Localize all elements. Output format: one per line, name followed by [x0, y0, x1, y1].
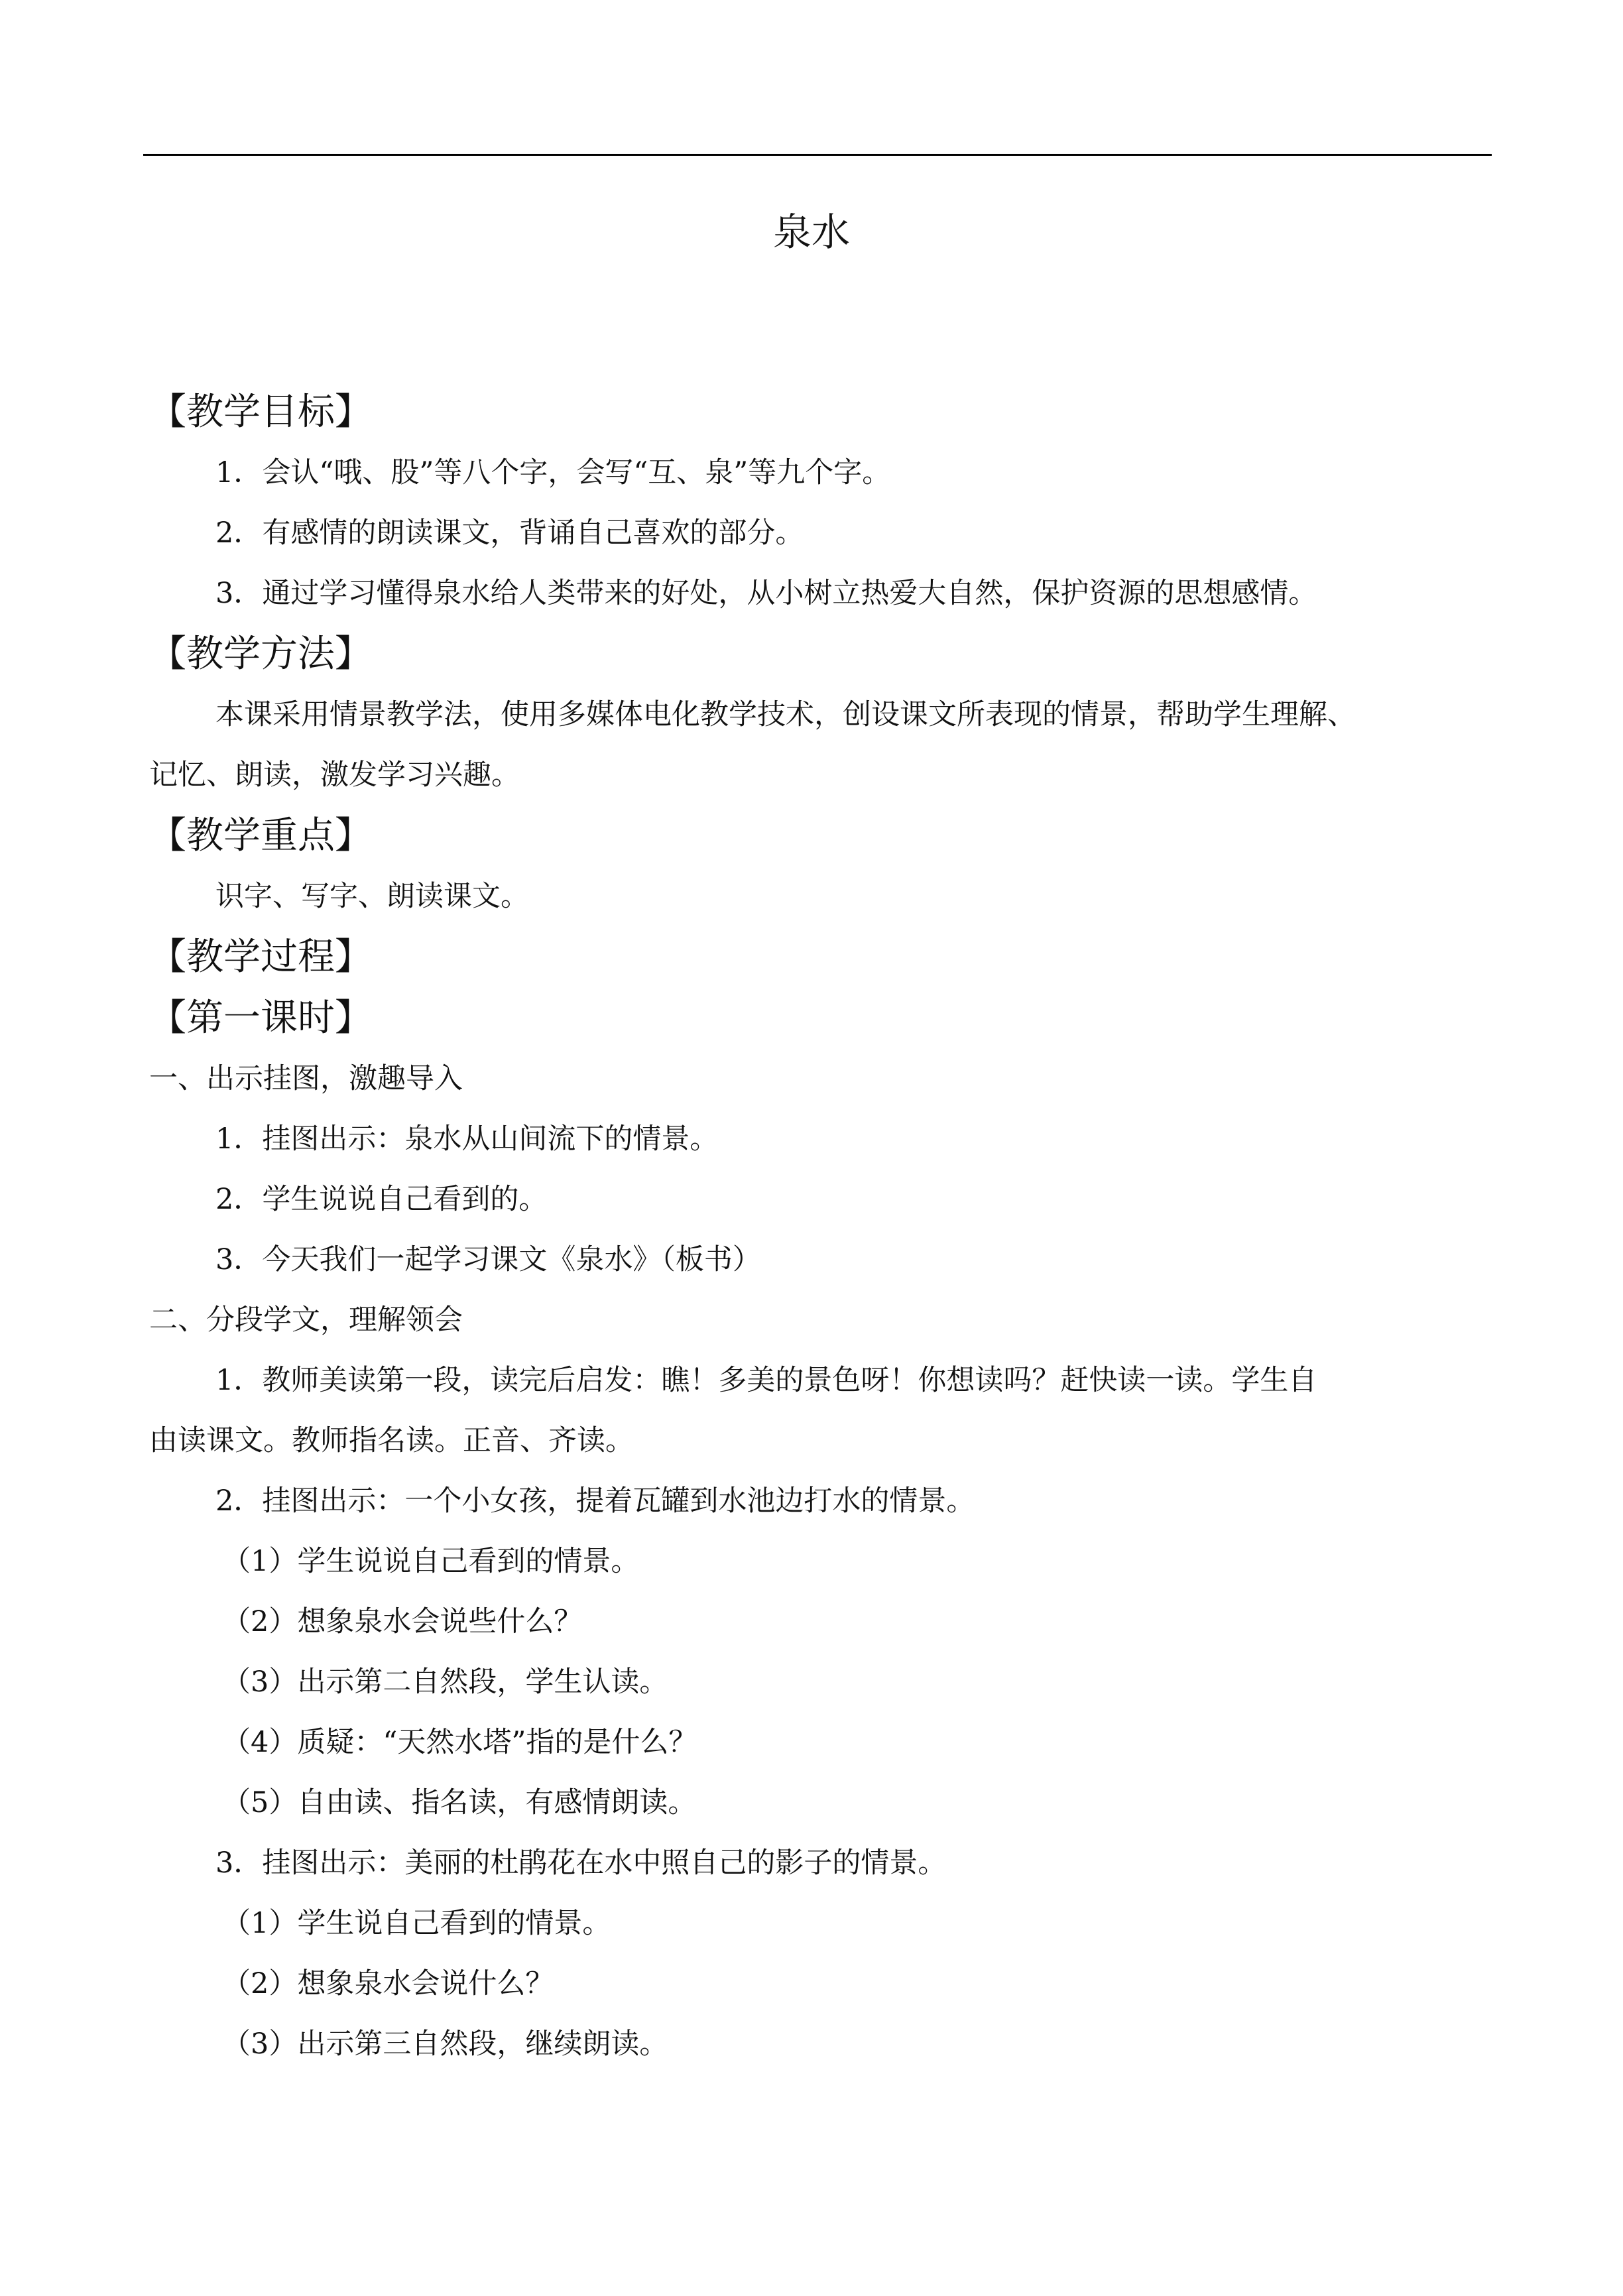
part2-item1-line2: 由读课文。教师指名读。正音、齐读。	[149, 1424, 634, 1457]
objective-item: 3．通过学习懂得泉水给人类带来的好处，从小树立热爱大自然，保护资源的思想感情。	[215, 577, 1317, 610]
part1-item: 3．今天我们一起学习课文《泉水》（板书）	[215, 1243, 761, 1276]
part2-item2-sub: （3）出示第二自然段，学生认读。	[222, 1665, 668, 1699]
lesson1-heading: 【第一课时】	[149, 997, 372, 1040]
document-title: 泉水	[772, 210, 850, 255]
part2-item2-sub: （4）质疑：“天然水塔”指的是什么？	[222, 1726, 697, 1759]
part2-item2: 2．挂图出示：一个小女孩，提着瓦罐到水池边打水的情景。	[215, 1484, 975, 1518]
header-rule	[143, 154, 1492, 156]
part2-item3: 3．挂图出示：美丽的杜鹃花在水中照自己的影子的情景。	[215, 1846, 947, 1880]
objective-item: 1．会认“哦、股”等八个字，会写“互、泉”等九个字。	[215, 456, 891, 489]
focus-paragraph: 识字、写字、朗读课文。	[215, 880, 529, 913]
part1-item: 1．挂图出示：泉水从山间流下的情景。	[215, 1122, 719, 1156]
focus-heading: 【教学重点】	[149, 814, 372, 857]
part1-item: 2．学生说说自己看到的。	[215, 1183, 548, 1216]
part2-item1-line1: 1．教师美读第一段，读完后启发：瞧！多美的景色呀！你想读吗？赶快读一读。学生自	[215, 1364, 1317, 1397]
part2-item3-sub: （2）想象泉水会说什么？	[222, 1967, 554, 2000]
part2-title: 二、分段学文，理解领会	[149, 1303, 463, 1337]
method-paragraph-line2: 记忆、朗读，激发学习兴趣。	[149, 758, 520, 792]
objectives-heading: 【教学目标】	[149, 391, 372, 434]
part2-item2-sub: （1）学生说说自己看到的情景。	[222, 1545, 640, 1578]
part2-item3-sub: （1）学生说自己看到的情景。	[222, 1907, 611, 1940]
document-body	[149, 382, 1495, 2075]
method-paragraph-line1: 本课采用情景教学法，使用多媒体电化教学技术，创设课文所表现的情景，帮助学生理解、	[215, 698, 1356, 731]
part2-item2-sub: （5）自由读、指名读，有感情朗读。	[222, 1786, 697, 1819]
process-heading: 【教学过程】	[149, 936, 372, 979]
part2-item3-sub: （3）出示第三自然段，继续朗读。	[222, 2027, 668, 2061]
method-heading: 【教学方法】	[149, 633, 372, 676]
part1-title: 一、出示挂图，激趣导入	[149, 1062, 463, 1095]
objective-item: 2．有感情的朗读课文，背诵自己喜欢的部分。	[215, 516, 804, 550]
part2-item2-sub: （2）想象泉水会说些什么？	[222, 1605, 583, 1638]
